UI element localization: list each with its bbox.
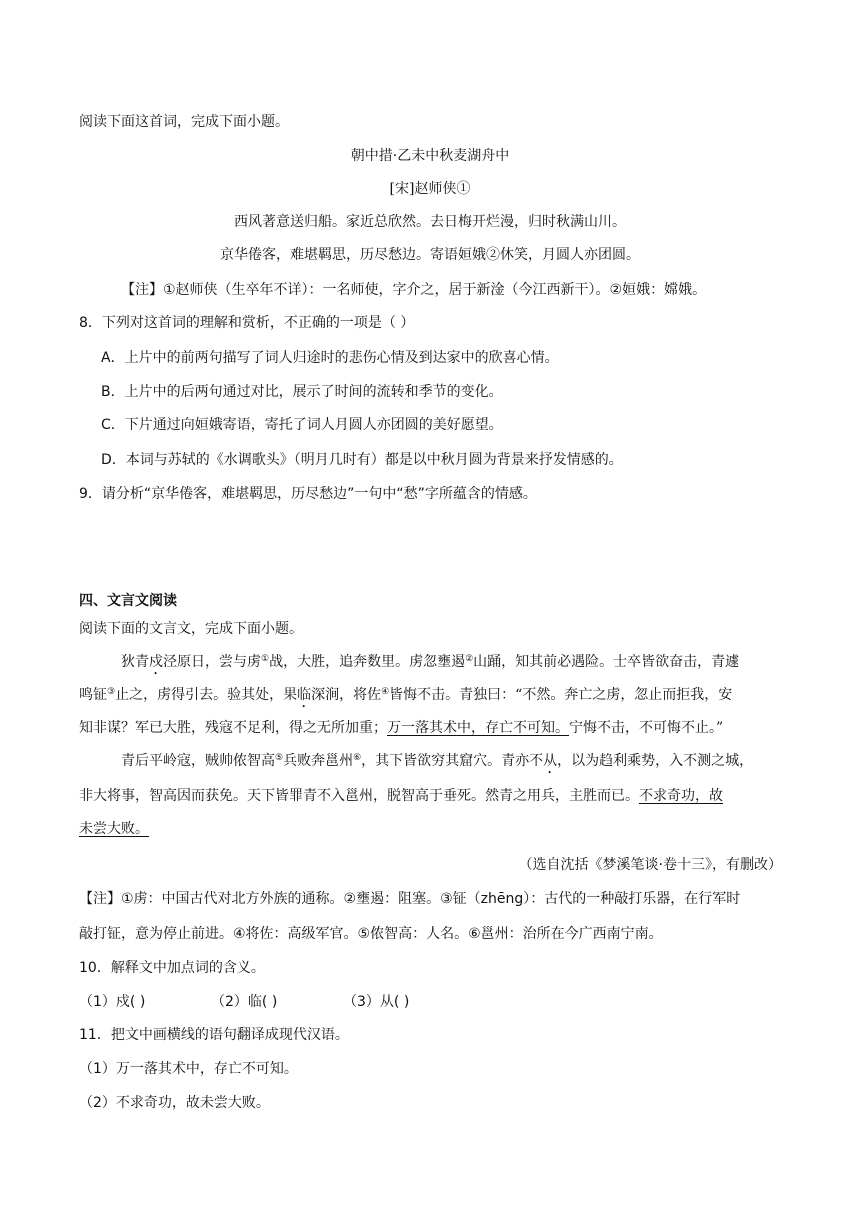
section-4-heading: 四、文言文阅读: [79, 593, 177, 609]
underlined-sentence-2a: 不求奇功，故: [639, 788, 723, 804]
passage-p1-line-1: 狄青戍泾原日，尝与虏①战，大胜，追奔数里。虏忽壅遏②山踊，知其前必遇险。士卒皆欲奋击，青遽: [121, 654, 740, 670]
passage-p2-line-1: 青后平岭寇，贼帅侬智高⑤兵败奔邕州⑥，其下皆欲穷其窟穴。青亦不从，以为趋利乘势，入不测之城，: [121, 753, 754, 769]
q10-item-2: （2）临( ): [211, 994, 278, 1010]
poem-intro: 阅读下面这首词，完成下面小题。: [79, 114, 289, 130]
passage-p2-line-3: [79, 819, 149, 839]
passage-p1-line-3: 知非谋？军已大胜，残寇不足利，得之无所加重；万一落其术中，存亡不可知。宁悔不击，不可悔不止。”: [79, 720, 724, 736]
underlined-sentence-1: 万一落其术中，存亡不可知。: [387, 720, 569, 736]
passage-note-line-2: 敲打钲，意为停止前进。④将佐：高级军官。⑤侬智高：人名。⑥邕州：治所在今广西南宁南。: [79, 926, 663, 942]
passage-p1-line-2: 鸣钲③止之，虏得引去。验其处，果临深涧，将佐④皆悔不击。青独曰：“不然。奔亡之虏，忽止而拒我，安: [79, 687, 733, 703]
q8-option-b: B．上片中的后两句通过对比，展示了时间的流转和季节的变化。: [101, 384, 503, 400]
q8-option-a: A．上片中的前两句描写了词人归途时的悲伤心情及到达家中的欣喜心情。: [101, 350, 559, 366]
poem-title: 朝中措·乙未中秋麦湖舟中: [350, 148, 510, 164]
underlined-sentence-2b: 未尝大败。: [79, 821, 149, 837]
passage-p2-line-2: 非大将事，智高因而获免。天下皆罪青不入邕州，脱智高于垂死。然青之用兵，主胜而已。不求奇功，故: [79, 788, 723, 804]
question-8: 8．下列对这首词的理解和赏析，不正确的一项是（ ）: [79, 315, 415, 331]
question-10: 10．解释文中加点词的含义。: [79, 960, 265, 976]
poem-line-2: 京华倦客，难堪羁思，历尽愁边。寄语姮娥②休笑，月圆人亦团圆。: [220, 247, 640, 263]
q8-option-d: D．本词与苏轼的《水调歌头》（明月几时有）都是以中秋月圆为背景来抒发情感的。: [101, 452, 623, 468]
passage-note-line-1: 【注】①虏：中国古代对北方外族的通称。②壅遏：阻塞。③钲（zhēng）：古代的一种敲打乐器，在行军时: [79, 891, 741, 907]
q11-item-1: （1）万一落其术中，存亡不可知。: [79, 1061, 298, 1077]
passage-source: （选自沈括《梦溪笔谈·卷十三》，有删改）: [518, 857, 782, 873]
question-9: 9．请分析“京华倦客，难堪羁思，历尽愁边”一句中“愁”字所蕴含的情感。: [79, 486, 537, 502]
dotted-word-cong: 从: [543, 753, 558, 769]
poem-note: 【注】①赵师侠（生卒年不详）：一名师使，字介之，居于新淦（今江西新干）。②姮娥：嫦娥。: [121, 282, 707, 298]
question-11: 11．把文中画横线的语句翻译成现代汉语。: [79, 1027, 349, 1043]
poem-author: [宋]赵师侠①: [389, 181, 471, 197]
dotted-word-lin: 临: [297, 687, 312, 703]
q10-item-1: （1）戍( ): [79, 994, 146, 1010]
q11-item-2: （2）不求奇功，故未尝大败。: [79, 1095, 270, 1111]
poem-line-1: 西风著意送归船。家近总欣然。去日梅开烂漫，归时秋满山川。: [234, 214, 626, 230]
q10-item-3: （3）从( ): [343, 994, 410, 1010]
q8-option-c: C．下片通过向姮娥寄语，寄托了词人月圆人亦团圆的美好愿望。: [101, 417, 503, 433]
classical-intro: 阅读下面的文言文，完成下面小题。: [79, 621, 303, 637]
dotted-word-shu: 戍: [149, 654, 163, 670]
